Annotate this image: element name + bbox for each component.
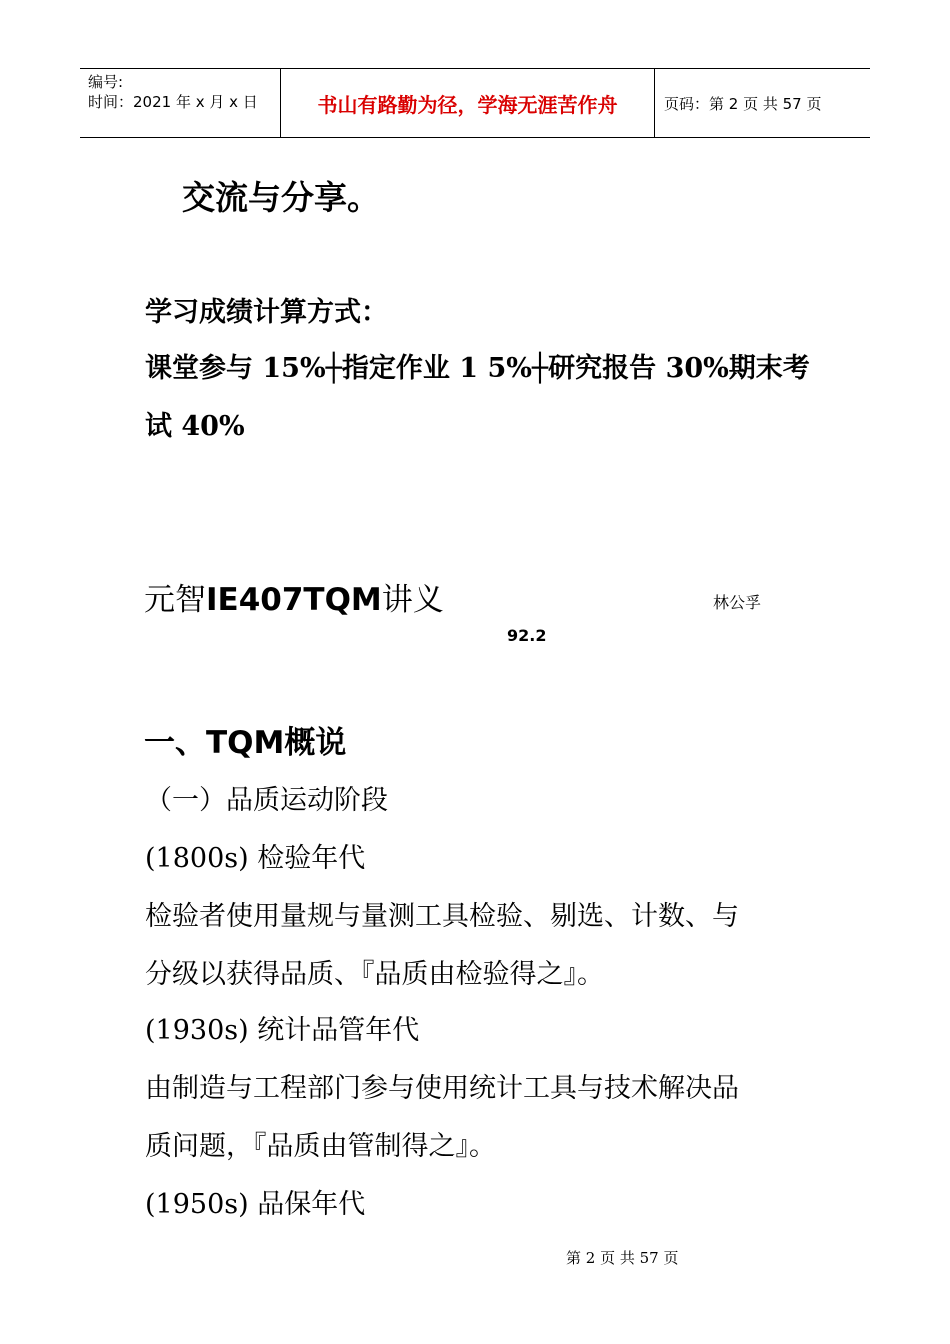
course-title	[144, 574, 444, 619]
document-header	[80, 68, 870, 138]
document-date: 92.2	[507, 626, 547, 645]
section-heading-prefix: 一、	[144, 725, 206, 761]
subsection-heading: （一）品质运动阶段	[145, 785, 388, 816]
section-heading-suffix: 概说	[284, 725, 347, 761]
section-heading-code: TQM	[206, 725, 285, 761]
era-3-heading: (1950s) 品保年代	[145, 1189, 366, 1220]
era-2-heading: (1930s) 统计品管年代	[145, 1015, 420, 1046]
era-2-desc-1: 由制造与工程部门参与使用统计工具与技术解决品	[145, 1073, 739, 1104]
era-1-desc-2: 分级以获得品质、『品质由检验得之』。	[145, 959, 604, 990]
grading-title: 学习成绩计算方式：	[145, 297, 388, 328]
era-1-desc-1: 检验者使用量规与量测工具检验、剔选、计数、与	[145, 901, 739, 932]
course-title-suffix: 讲义	[381, 582, 444, 618]
course-title-prefix: 元智	[144, 582, 206, 618]
author-name: 林公孚	[713, 593, 762, 612]
era-2-desc-2: 质问题，『品质由管制得之』。	[145, 1131, 496, 1162]
era-1-heading	[145, 836, 365, 875]
number-label: 编号:	[88, 73, 124, 91]
grading-line-1: 课堂参与 15%┼指定作业 1 5%┼研究报告 30%期末考	[145, 353, 810, 384]
time-label: 时间：2021 年 x 月 x 日	[88, 93, 258, 111]
grading-line-2: 试 40%	[145, 411, 245, 442]
body-line-1: 交流与分享。	[182, 178, 380, 217]
header-motto: 书山有路勤为径，学海无涯苦作舟	[280, 69, 655, 137]
header-page-info: 页码：第 2 页 共 57 页	[664, 94, 822, 113]
header-meta-cell	[80, 69, 280, 137]
course-title-code: IE407TQM	[206, 582, 382, 618]
section-heading	[144, 717, 346, 762]
page-footer: 第 2 页 共 57 页	[566, 1249, 679, 1267]
era-1-text: (1800s) 检验年代	[145, 843, 366, 874]
